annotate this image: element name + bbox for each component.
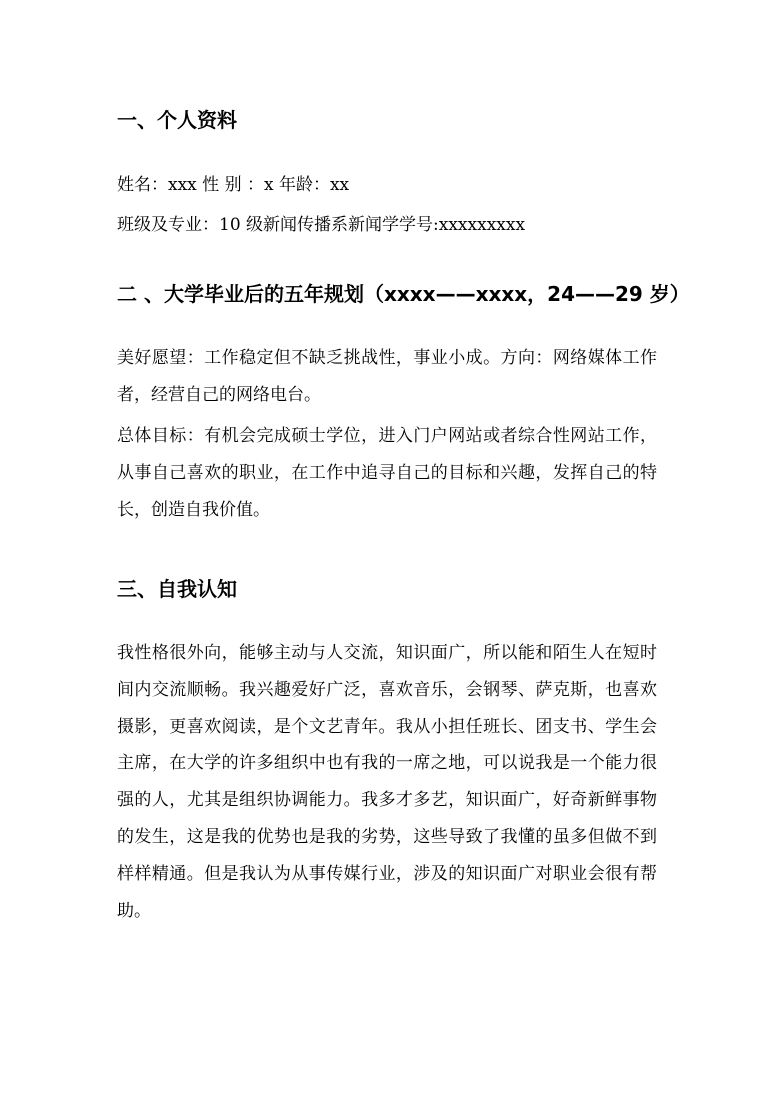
section-heading-five-year-plan: 二 、大学毕业后的五年规划（xxxx——xxxx，24——29 岁） — [117, 282, 690, 306]
overall-goal-paragraph: 总体目标：有机会完成硕士学位，进入门户网站或者综合性网站工作，从事自己喜欢的职业，在工作中追寻自己的目标和兴趣，发挥自己的特长，创造自我价值。 — [117, 426, 657, 520]
wish-direction-paragraph: 美好愿望：工作稳定但不缺乏挑战性，事业小成。方向：网络媒体工作者，经营自己的网络电台。 — [117, 348, 657, 405]
class-major-id-line: 班级及专业：10 级新闻传播系新闻学学号:xxxxxxxxx — [117, 215, 526, 235]
name-gender-age-line: 姓名：xxx 性 别 ：x 年龄：xx — [117, 175, 350, 195]
section-heading-personal-info: 一、个人资料 — [117, 108, 237, 132]
self-awareness-paragraph: 我性格很外向，能够主动与人交流，知识面广，所以能和陌生人在短时间内交流顺畅。我兴趣爱好广泛，喜欢音乐，会钢琴、萨克斯，也喜欢摄影，更喜欢阅读，是个文艺青年。我从小担任班长、团支书、学生会主席，在大学的许多组织中也有我的一席之地，可以说我是一个能力很强的人，尤其是组织协调能力。我多才多艺，知识面广，好奇新鲜事物的发生，这是我的优势也是我的劣势，这些导致了我懂的虽多但做不到样样精通。但是我认为从事传媒行业，涉及的知识面广对职业会很有帮助。 — [117, 643, 657, 921]
section-heading-self-awareness: 三、自我认知 — [117, 577, 237, 601]
